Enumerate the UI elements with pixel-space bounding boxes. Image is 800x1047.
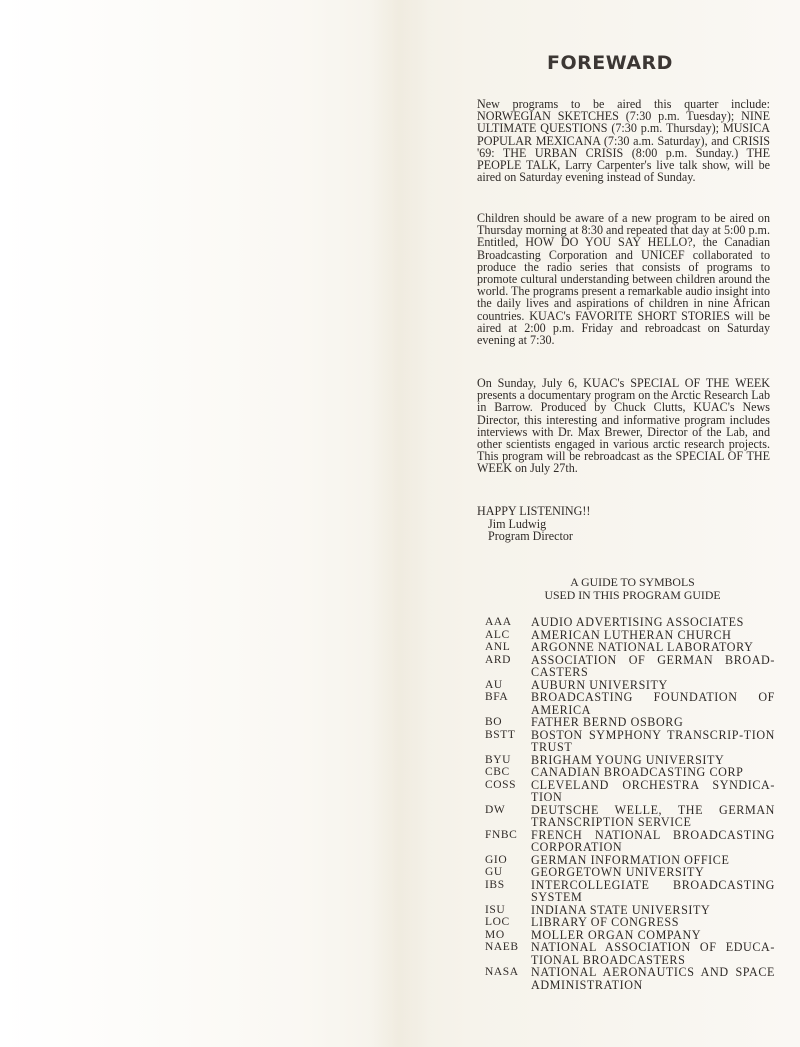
symbol-abbr: COSS [485, 778, 517, 791]
symbol-name: ARGONNE NATIONAL LABORATORY [531, 640, 754, 654]
symbol-abbr: ALC [485, 628, 510, 641]
symbol-guide-heading [500, 576, 765, 601]
symbol-row [485, 829, 775, 854]
symbol-row [485, 966, 775, 991]
symbol-row [485, 941, 775, 966]
foreword-paragraph-children: Children should be aware of a new program to be aired on Thursday morning at 8:30 and repeated that day at 5:00 p.m. Entitled, HOW DO YOU SAY HELLO?, the Canadian Broadcasting Corporation and UNICEF collaborated to produce the radio series that consists of programs to promote cultural understanding between children around the world. The programs present a remarkable audio insight into the daily lives and aspirations of children in nine African countries. KUAC's FAVORITE SHORT STORIES will be aired at 2:00 p.m. Friday and rebroadcast on Saturday evening at 7:30. [477, 211, 770, 348]
signer-name: Jim Ludwig [488, 516, 547, 531]
symbol-name: ASSOCIATION OF GERMAN BROAD-CASTERS [531, 652, 775, 679]
symbol-abbr: BFA [485, 691, 509, 703]
symbol-abbr: MO [485, 928, 505, 941]
symbol-abbr: ARD [485, 653, 512, 666]
symbol-name: INTERCOLLEGIATE BROADCASTING SYSTEM [531, 877, 775, 904]
symbol-row [485, 866, 775, 879]
foreword-paragraph-special-week: On Sunday, July 6, KUAC's SPECIAL OF THE WEEK presents a documentary program on the Arctic Research Lab in Barrow. Produced by Chuck Clutts, KUAC's News Director, this interesting and informative program includes interviews with Dr. Max Brewer, Director of the Lab, and other scientists engaged in various arctic research projects. This program will be rebroadcast as the SPECIAL OF THE WEEK on July 27th. [477, 376, 770, 476]
symbol-name: BOSTON SYMPHONY TRANSCRIP-TION TRUST [531, 727, 775, 754]
symbol-row [485, 616, 775, 629]
symbol-abbr: CBC [485, 766, 510, 778]
symbol-guide-title-line2: USED IN THIS PROGRAM GUIDE [544, 587, 721, 602]
symbol-name: GERMAN INFORMATION OFFICE [531, 852, 730, 867]
symbol-name: FRENCH NATIONAL BROADCASTING CORPORATION [531, 827, 775, 854]
symbol-name: CLEVELAND ORCHESTRA SYNDICA-TION [531, 777, 775, 804]
symbol-row [485, 879, 775, 904]
symbol-name: GEORGETOWN UNIVERSITY [531, 865, 705, 879]
symbol-abbr: ANL [485, 641, 511, 653]
symbol-abbr: AU [485, 678, 503, 691]
symbol-abbr: GIO [485, 853, 508, 866]
symbol-abbr: BSTT [485, 728, 516, 741]
symbol-row [485, 779, 775, 804]
symbol-abbr: DW [485, 803, 506, 816]
symbol-abbr: BYU [485, 753, 512, 766]
closing-greeting: HAPPY LISTENING!! [477, 504, 591, 518]
foreword-paragraph-new-programs: New programs to be aired this quarter include: NORWEGIAN SKETCHES (7:30 p.m. Tuesday); NINE ULTIMATE QUESTIONS (7:30 p.m. Thursday); MUSICA POPULAR MEXICANA (7:30 a.m. Saturday), and CRISIS '69: THE URBAN CRISIS (8:00 p.m. Sunday.) THE PEOPLE TALK, Larry Carpenter's live talk show, will be aired on Saturday evening instead of Sunday. [477, 97, 770, 185]
symbol-row [485, 804, 775, 829]
symbol-name: NATIONAL ASSOCIATION OF EDUCA-TIONAL BROADCASTERS [531, 940, 775, 967]
symbol-name: AUBURN UNIVERSITY [531, 677, 668, 692]
page-spine-shadow [370, 0, 430, 1047]
symbol-abbr: BO [485, 716, 503, 728]
symbol-row [485, 716, 775, 729]
symbol-row [485, 691, 775, 716]
symbol-name: BROADCASTING FOUNDATION OF AMERICA [531, 690, 775, 717]
symbol-name: FATHER BERND OSBORG [531, 715, 684, 729]
signer-role: Program Director [488, 529, 573, 544]
symbol-name: NATIONAL AERONAUTICS AND SPACE ADMINISTRATION [531, 965, 775, 992]
symbol-row [485, 654, 775, 679]
symbol-name: DEUTSCHE WELLE, THE GERMAN TRANSCRIPTION SERVICE [531, 802, 775, 829]
symbol-name: MOLLER ORGAN COMPANY [531, 927, 702, 942]
symbol-abbr: ISU [485, 903, 506, 916]
symbol-name: AMERICAN LUTHERAN CHURCH [531, 627, 732, 642]
symbol-guide-title-line1: A GUIDE TO SYMBOLS [570, 575, 695, 589]
symbol-abbr: NAEB [485, 941, 519, 953]
symbol-name: CANADIAN BROADCASTING CORP [531, 765, 744, 779]
symbol-abbr: LOC [485, 916, 510, 928]
signature-block [477, 505, 677, 543]
symbol-list [485, 616, 775, 991]
symbol-row [485, 766, 775, 779]
symbol-row [485, 916, 775, 929]
page-title: FOREWARD [547, 52, 673, 74]
symbol-abbr: AAA [485, 616, 512, 628]
symbol-name: AUDIO ADVERTISING ASSOCIATES [531, 615, 744, 629]
symbol-row [485, 641, 775, 654]
symbol-abbr: IBS [485, 878, 505, 891]
symbol-abbr: NASA [485, 966, 519, 978]
symbol-row [485, 729, 775, 754]
symbol-name: BRIGHAM YOUNG UNIVERSITY [531, 752, 725, 767]
symbol-abbr: FNBC [485, 828, 518, 841]
symbol-name: LIBRARY OF CONGRESS [531, 915, 680, 929]
symbol-name: INDIANA STATE UNIVERSITY [531, 902, 711, 917]
symbol-abbr: GU [485, 866, 503, 878]
